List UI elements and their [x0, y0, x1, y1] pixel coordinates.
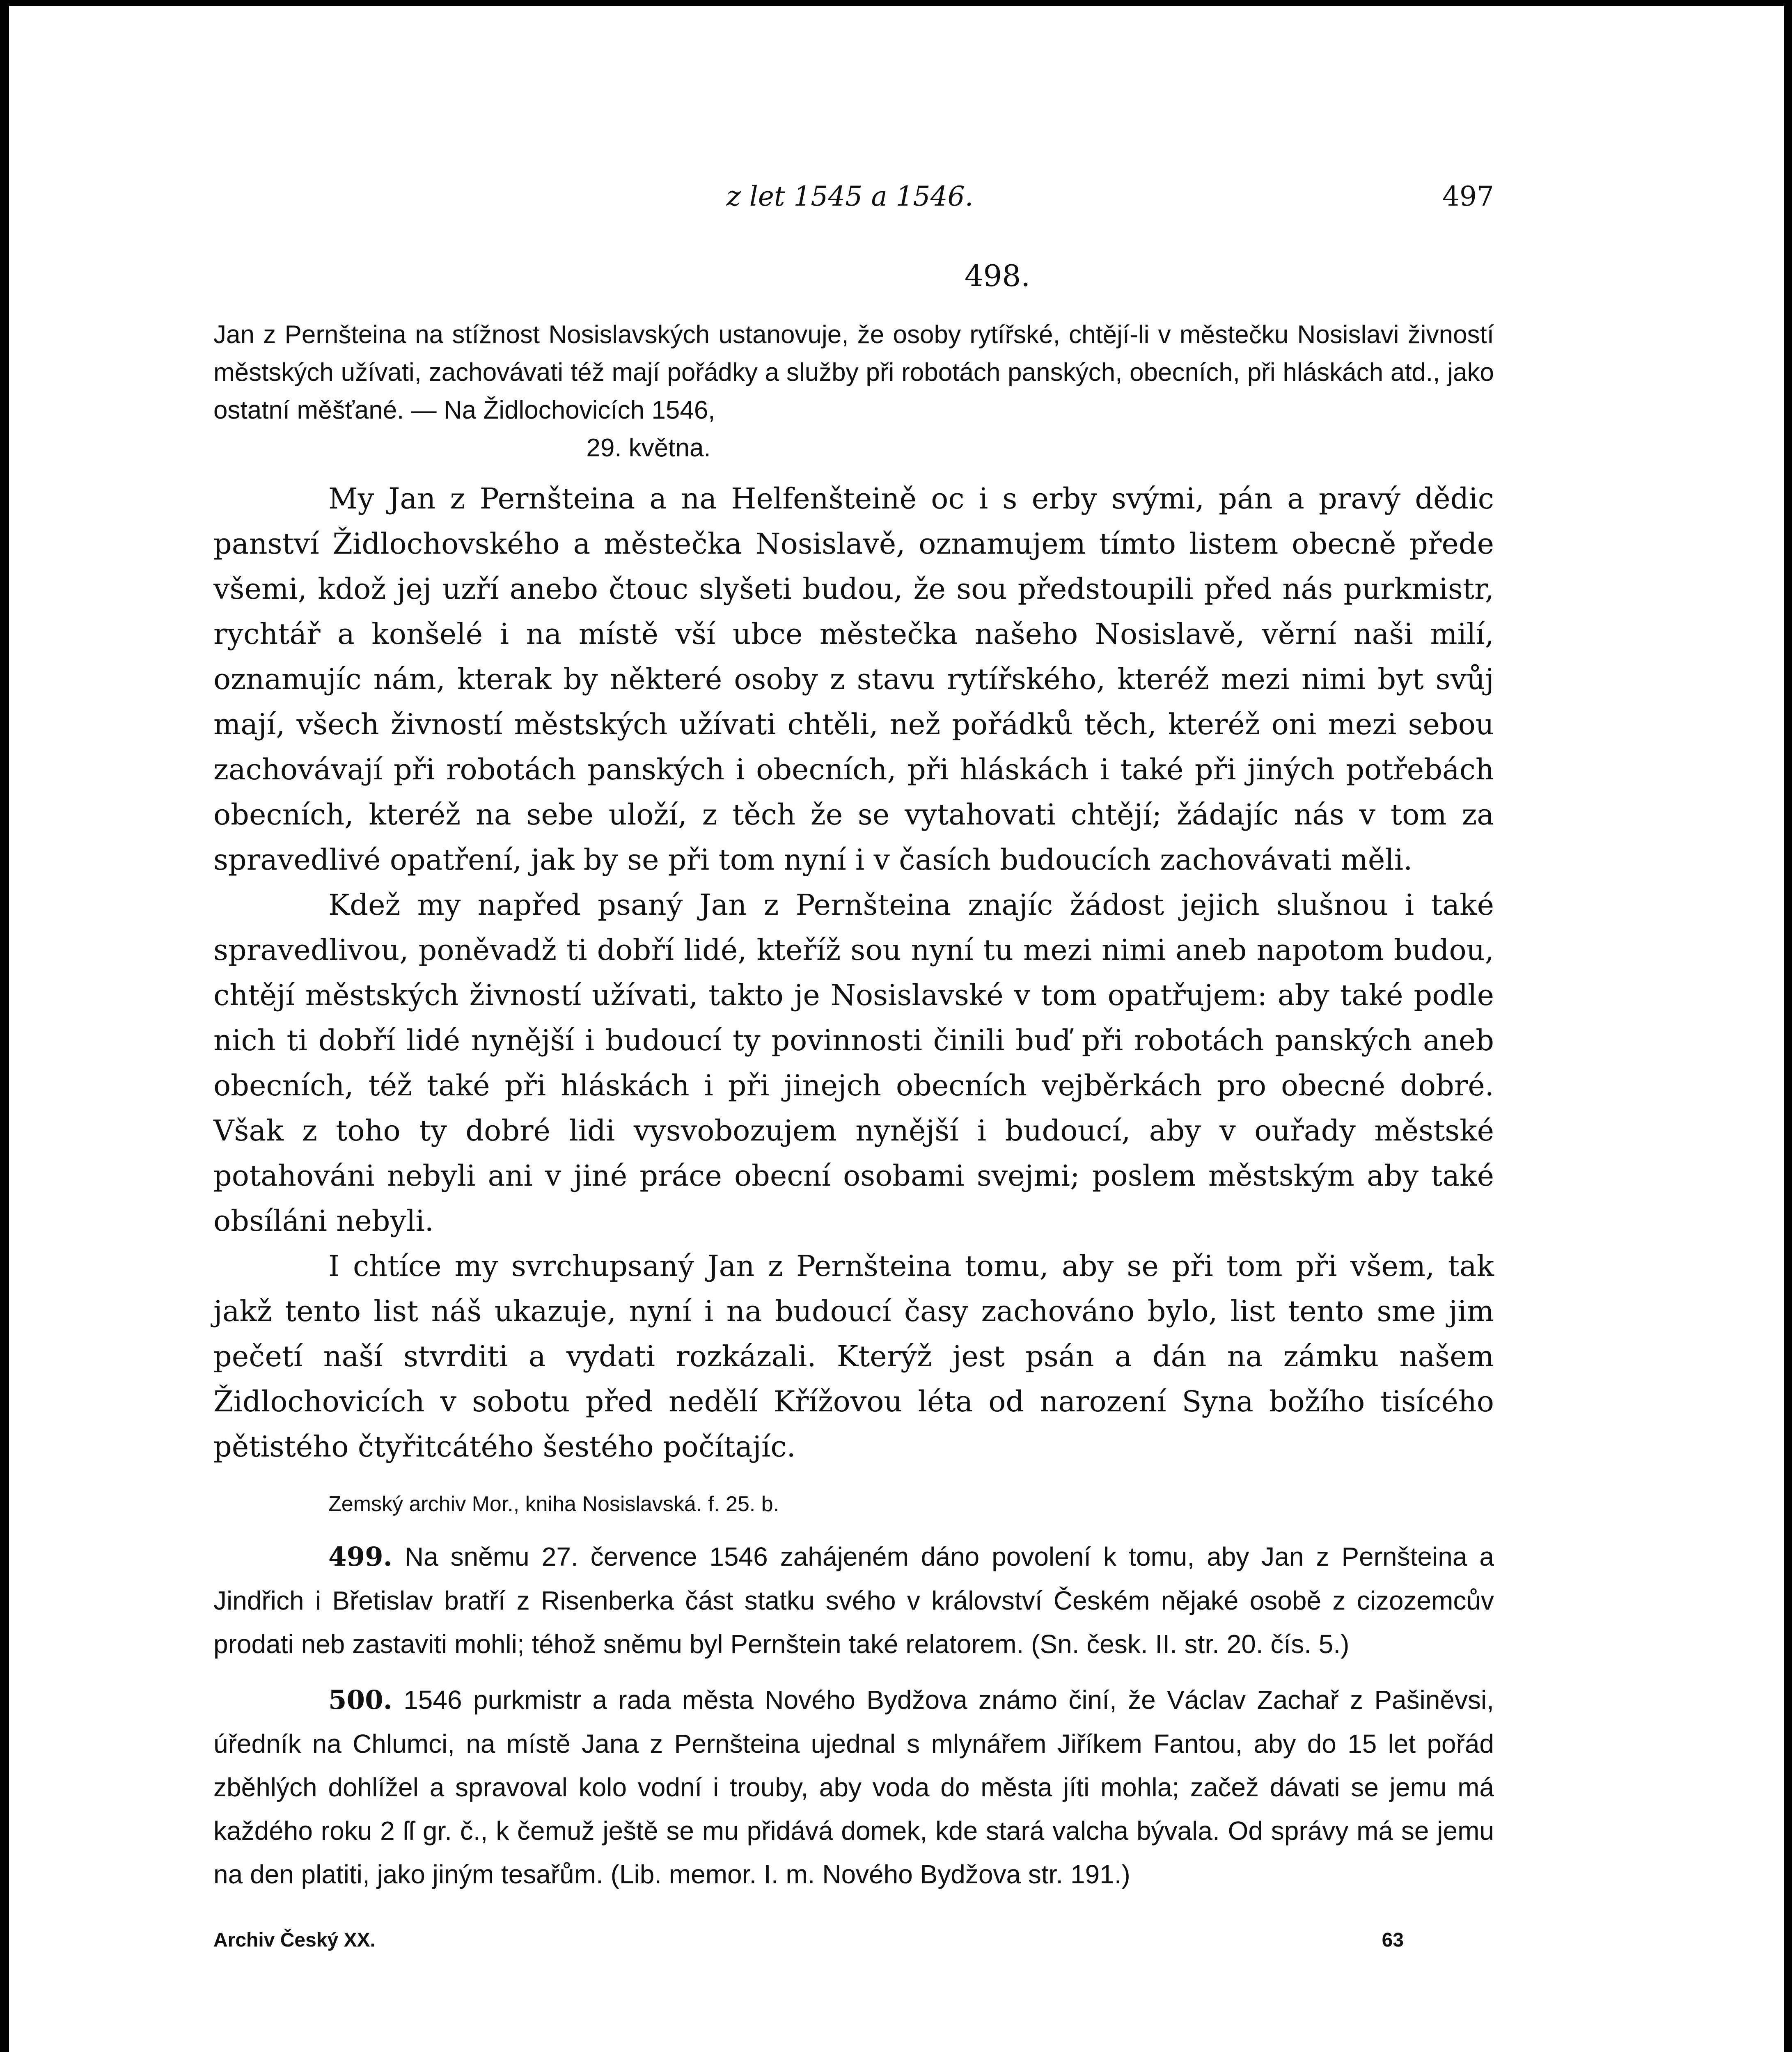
entry-item — [213, 1678, 1494, 1896]
footer-signature: 63 — [1382, 1929, 1404, 1951]
body-paragraph: I chtíce my svrchupsaný Jan z Pernšteina tomu, aby se při tom při všem, tak jakž tento list náš ukazuje, nyní i na budoucí časy zachováno bylo, list tento sme jim pečetí naší stvrditi a vydati rozkázali. Kterýž jest psán a dán na zámku našem Židlochovicích v sobotu před nedělí Křížovou léta od narození Syna božího tisícého pětistého čtyřitcátého šestého počítajíc. — [213, 1249, 1494, 1463]
entries-list — [213, 1535, 1494, 1908]
document-body — [213, 476, 1494, 1469]
document-regest — [213, 316, 1494, 467]
regest-date: 29. května. — [586, 434, 711, 462]
footer-publication: Archiv Český XX. — [213, 1929, 376, 1951]
page-number: 497 — [1442, 181, 1494, 212]
running-header — [213, 181, 1494, 226]
scan-border-left — [0, 0, 9, 2052]
scan-border-right — [1784, 0, 1792, 2052]
page-footer — [213, 1929, 1404, 1962]
scan-border-top — [0, 0, 1792, 6]
document-number: 498. — [964, 259, 1031, 293]
body-paragraph: Kdež my napřed psaný Jan z Pernšteina znajíc žádost jejich slušnou i také spravedlivou, poněvadž ti dobří lidé, kteříž sou nyní tu mezi nimi aneb napotom budou, chtějí městských živností užívati, takto je Nosislavské v tom opatřujem: aby také podle nich ti dobří lidé nynější i budoucí ty povinnosti činili buď při robotách panských aneb obecních, též také při hláskách i při jinejch obecních vejběrkách pro obecné dobré. Však z toho ty dobré lidi vysvobozujem nynější i budoucí, aby v ouřady městské potahováni nebyli ani v jiné práce obecní osobami svejmi; poslem městským aby také obsíláni nebyli. — [213, 888, 1494, 1238]
entry-text: Na sněmu 27. července 1546 zahájeném dáno povolení k tomu, aby Jan z Pernšteina a Jindřich i Břetislav bratří z Risenberka část statku svého v království Českém nějaké osobě z cizozemcův prodati neb zastaviti mohli; téhož sněmu byl Pernštein také relatorem. (Sn. česk. II. str. 20. čís. 5.) — [213, 1542, 1494, 1659]
regest-text: Jan z Pernšteina na stížnost Nosislavských ustanovuje, že osoby rytířské, chtějí-li v městečku Nosislavi živností městských užívati, zachovávati též mají pořádky a služby při robotách panských, obecních, při hláskách atd., jako ostatní měšťané. — Na Židlochovicích 1546, — [213, 321, 1494, 424]
body-paragraph: My Jan z Pernšteina a na Helfenšteině oc i s erby svými, pán a pravý dědic panství Židlochovského a městečka Nosislavě, oznamujem tímto listem obecně přede všemi, kdož jej uzří anebo čtouc slyšeti budou, že sou předstoupili před nás purkmistr, rychtář a konšelé i na místě vší ubce městečka našeho Nosislavě, věrní naši milí, oznamujíc nám, kterak by některé osoby z stavu rytířského, kteréž mezi nimi byt svůj mají, všech živností městských užívati chtěli, než pořádků těch, kteréž oni mezi sebou zachovávají při robotách panských i obecních, při hláskách i také při jiných potřebách obecních, kteréž na sebe uloží, z těch že se vytahovati chtějí; žádajíc nás v tom za spravedlivé opatření, jak by se při tom nyní i v časích budoucích zachovávati měli. — [213, 482, 1494, 877]
entry-number: 500. — [328, 1685, 392, 1715]
running-title: z let 1545 a 1546. — [726, 181, 974, 212]
archival-source: Zemský archiv Mor., kniha Nosislavská. f. 25. b. — [328, 1492, 779, 1516]
entry-number: 499. — [328, 1541, 392, 1572]
entry-item — [213, 1535, 1494, 1666]
entry-text: 1546 purkmistr a rada města Nového Bydžova známo činí, že Václav Zachař z Pašiněvsi, úředník na Chlumci, na místě Jana z Pernšteina ujednal s mlynářem Jiříkem Fantou, aby do 15 let pořád zběhlých dohlížel a spravoval kolo vodní i trouby, aby voda do města jíti mohla; začež dávati se jemu má každého roku 2 ſſ gr. č., k čemuž ještě se mu přidává domek, kde stará valcha bývala. Od správy má se jemu na den platiti, jako jiným tesařům. (Lib. memor. I. m. Nového Bydžova str. 191.) — [213, 1685, 1494, 1889]
